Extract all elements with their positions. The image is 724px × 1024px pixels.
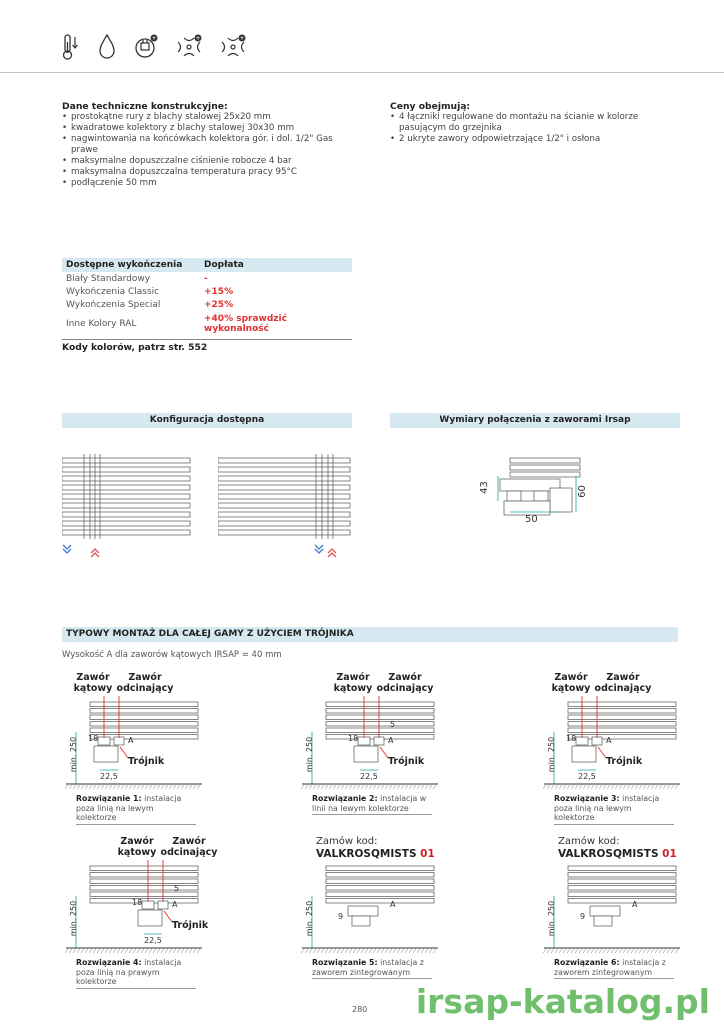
solution-caption: Rozwiązanie 1: instalacja poza linią na lewym kolektorze bbox=[76, 794, 196, 825]
dim-18-label: 18 bbox=[348, 734, 359, 743]
tee-label: Trójnik bbox=[388, 756, 425, 767]
color-codes-note: Kody kolorów, patrz str. 552 bbox=[62, 339, 352, 353]
shutoff-valve-label: Zawór odcinający bbox=[594, 672, 652, 694]
dim-5-label: 5 bbox=[174, 884, 180, 893]
finish-name: Inne Kolory RAL bbox=[66, 319, 137, 329]
tech-title: Dane techniczne konstrukcyjne: bbox=[62, 101, 228, 112]
watermark: irsap-katalog.pl bbox=[415, 982, 710, 1021]
dims-title: Wymiary połączenia z zaworami Irsap bbox=[390, 413, 680, 428]
dim-b: 60 bbox=[576, 485, 588, 498]
list-item: • maksymalne dopuszczalne ciśnienie robocze 4 bar bbox=[62, 156, 362, 167]
finishes-table bbox=[62, 258, 352, 337]
solution-4 bbox=[62, 836, 218, 986]
shutoff-valve-label: Zawór odcinający bbox=[116, 672, 174, 694]
tech-section bbox=[62, 101, 362, 189]
water-drop-icon bbox=[96, 32, 118, 62]
table-row bbox=[62, 311, 352, 337]
solution-caption: Rozwiązanie 4: instalacja poza linią na prawym kolektorze bbox=[76, 958, 196, 989]
feature-icons bbox=[58, 30, 248, 64]
solution-5 bbox=[298, 836, 438, 986]
fan-heat-plus-icon-2 bbox=[218, 32, 248, 62]
solution-caption: Rozwiązanie 2: instalacja w linii na lewym kolektorze bbox=[312, 794, 432, 815]
table-row bbox=[62, 298, 352, 311]
montage-subtitle: Wysokość A dla zaworów kątowych IRSAP = 40 mm bbox=[62, 650, 282, 660]
order-code: VALKROSQMISTS 01 bbox=[558, 848, 677, 860]
electric-plug-icon bbox=[132, 32, 160, 62]
finishes-col1: Dostępne wykończenia bbox=[62, 258, 200, 272]
tee-label: Trójnik bbox=[172, 920, 209, 931]
list-item: • nagwintowania na końcówkach kolektora gór. i dol. 1/2" Gas prawe bbox=[62, 134, 362, 156]
list-item: • prostokątne rury z blachy stalowej 25x20 mm bbox=[62, 112, 362, 123]
table-row bbox=[62, 285, 352, 298]
shutoff-valve-label: Zawór odcinający bbox=[376, 672, 434, 694]
config-diagram-2 bbox=[218, 452, 352, 562]
min-height-label: min. 250 bbox=[69, 736, 79, 773]
thermometer-down-icon bbox=[58, 32, 82, 62]
min-height-label: min. 250 bbox=[547, 900, 557, 937]
angle-valve-label: Zawór kątowy bbox=[117, 836, 157, 858]
solution-1 bbox=[62, 672, 202, 822]
dim-c: 50 bbox=[525, 514, 538, 525]
finish-name: Wykończenia Classic bbox=[66, 286, 160, 297]
dim-a-label: A bbox=[128, 736, 134, 745]
dim-9-label: 9 bbox=[580, 912, 586, 921]
tech-list bbox=[62, 112, 362, 189]
tee-label: Trójnik bbox=[606, 756, 643, 767]
prices-section bbox=[390, 101, 680, 145]
prices-title: Ceny obejmują: bbox=[390, 101, 471, 112]
list-item: • 2 ukryte zawory odpowietrzające 1/2" i osłona bbox=[390, 134, 680, 145]
angle-valve-label: Zawór kątowy bbox=[333, 672, 373, 694]
prices-list bbox=[390, 112, 680, 145]
montage-title: TYPOWY MONTAŻ DLA CAŁEJ GAMY Z UŻYCIEM TRÓJNIKA bbox=[62, 627, 678, 642]
svg-text:+: + bbox=[239, 35, 245, 42]
fan-heat-plus-icon bbox=[174, 32, 204, 62]
finish-price: - bbox=[204, 273, 208, 284]
order-label: Zamów kod: bbox=[558, 836, 620, 847]
angle-valve-label: Zawór kątowy bbox=[73, 672, 113, 694]
dim-5-label: 5 bbox=[390, 720, 396, 729]
dim-9-label: 9 bbox=[338, 912, 344, 921]
dim-a: 43 bbox=[478, 481, 490, 494]
finishes-section bbox=[62, 258, 352, 353]
list-item: • maksymalna dopuszczalna temperatura pracy 95°C bbox=[62, 167, 362, 178]
dim-22-label: 22,5 bbox=[100, 772, 118, 781]
solution-6 bbox=[540, 836, 680, 986]
finish-price: +25% bbox=[204, 299, 234, 310]
dim-a-label: A bbox=[606, 736, 612, 745]
dim-a-label: A bbox=[390, 900, 396, 909]
order-code: VALKROSQMISTS 01 bbox=[316, 848, 435, 860]
solution-caption: Rozwiązanie 5: instalacja z zaworem zintegrowanym bbox=[312, 958, 432, 979]
min-height-label: min. 250 bbox=[305, 736, 315, 773]
shutoff-valve-label: Zawór odcinający bbox=[160, 836, 218, 858]
min-height-label: min. 250 bbox=[547, 736, 557, 773]
dim-a-label: A bbox=[388, 736, 394, 745]
solution-caption: Rozwiązanie 6: instalacja z zaworem zintegrowanym bbox=[554, 958, 674, 979]
config-title: Konfiguracja dostępna bbox=[62, 413, 352, 428]
min-height-label: min. 250 bbox=[69, 900, 79, 937]
table-row bbox=[62, 272, 352, 285]
finish-price: +15% bbox=[204, 286, 234, 297]
config-diagram-1 bbox=[62, 452, 192, 562]
list-item: • 4 łączniki regulowane do montażu na ścianie w kolorze pasującym do grzejnika bbox=[390, 112, 680, 134]
connection-dims-diagram bbox=[470, 452, 600, 528]
top-divider bbox=[0, 72, 724, 73]
dim-22-label: 22,5 bbox=[360, 772, 378, 781]
dim-a-label: A bbox=[632, 900, 638, 909]
tee-label: Trójnik bbox=[128, 756, 165, 767]
angle-valve-label: Zawór kątowy bbox=[551, 672, 591, 694]
dim-22-label: 22,5 bbox=[144, 936, 162, 945]
finishes-col2: Dopłata bbox=[200, 258, 352, 272]
svg-text:+: + bbox=[195, 35, 201, 42]
list-item: • podłączenie 50 mm bbox=[62, 178, 362, 189]
dim-18-label: 18 bbox=[132, 898, 143, 907]
page-number: 280 bbox=[352, 1005, 368, 1014]
dim-18-label: 18 bbox=[566, 734, 577, 743]
solution-3 bbox=[540, 672, 680, 822]
dim-a-label: A bbox=[172, 900, 178, 909]
min-height-label: min. 250 bbox=[305, 900, 315, 937]
dim-18-label: 18 bbox=[88, 734, 99, 743]
finish-name: Wykończenia Special bbox=[66, 299, 161, 310]
finish-price: +40% sprawdzić wykonalność bbox=[204, 314, 287, 334]
solution-2 bbox=[298, 672, 438, 822]
order-label: Zamów kod: bbox=[316, 836, 378, 847]
solution-caption: Rozwiązanie 3: instalacja poza linią na lewym kolektorze bbox=[554, 794, 674, 825]
finish-name: Biały Standardowy bbox=[66, 273, 151, 284]
svg-text:+: + bbox=[151, 35, 157, 42]
dim-22-label: 22,5 bbox=[578, 772, 596, 781]
list-item: • kwadratowe kolektory z blachy stalowej 30x30 mm bbox=[62, 123, 362, 134]
